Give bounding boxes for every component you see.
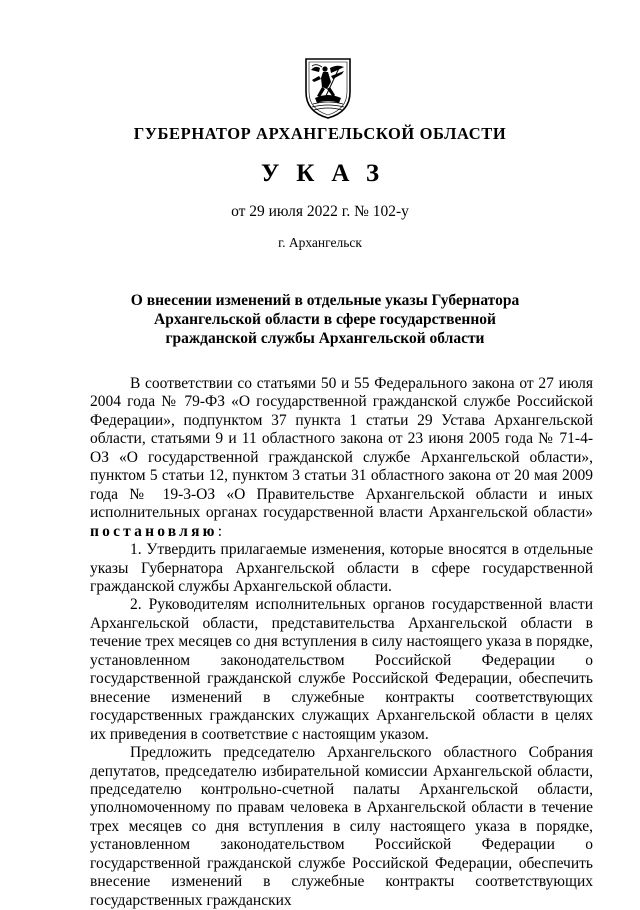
decree-word: постановляю	[90, 522, 218, 540]
coat-of-arms-icon	[300, 56, 356, 120]
document-subject	[100, 291, 550, 348]
item-1-paragraph: 1. Утвердить прилагаемые изменения, которые вносятся в отдельные указы Губернатора Архангельской области в сфере государственной гражданской службы Архангельской области.	[90, 541, 593, 595]
subject-line: Архангельской области в сфере государственной	[154, 311, 496, 328]
preamble-paragraph	[90, 375, 593, 541]
item-3-paragraph: Предложить председателю Архангельского областного Собрания депутатов, председателю избирательной комиссии Архангельской области, председателю контрольно-счетной палаты Архангельской области, уполномоченному по правам человека в Архангельской области в течение трех месяцев со дня вступления в силу настоящего указа в порядке, установленном законодательством Российской Федерации о государственной гражданской службе Российской Федерации, обеспечить внесение изменений в служебные контракты соответствующих государственных гражданских	[90, 744, 593, 909]
subject-line: гражданской службы Архангельской области	[165, 330, 485, 347]
document-city: г. Архангельск	[278, 235, 362, 250]
preamble-text: В соответствии со статьями 50 и 55 Федерального закона от 27 июля 2004 года № 79-ФЗ «О государственной гражданской службе Российской Федерации», подпунктом 37 пункта 1 статьи 29 Устава Архангельской области, статьями 9 и 11 областного закона от 23 июня 2005 года № 71-4-ОЗ «О государственной гражданской службе Архангельской области», пунктом 5 статьи 12, пунктом 3 статьи 31 областного закона от 20 мая 2009 года № 19-3-ОЗ «О Правительстве Архангельской области и иных исполнительных органах государственной власти Архангельской области»	[90, 375, 593, 522]
document-type: УКАЗ	[260, 160, 397, 187]
governor-title: ГУБЕРНАТОР АРХАНГЕЛЬСКОЙ ОБЛАСТИ	[133, 124, 507, 143]
decree-colon: :	[217, 522, 223, 540]
item-2-paragraph: 2. Руководителям исполнительных органов государственной власти Архангельской области, представительства Архангельской области в течение трех месяцев со дня вступления в силу настоящего указа в порядке, установленном законодательством Российской Федерации о государственной гражданской службе Российской Федерации, обеспечить внесение изменений в служебные контракты соответствующих государственных гражданских служащих Архангельской области в целях их приведения в соответствие с настоящим указом.	[90, 596, 593, 743]
document-body	[90, 375, 593, 910]
document-date-number: от 29 июля 2022 г. № 102-у	[231, 203, 409, 220]
subject-line: О внесении изменений в отдельные указы Губернатора	[130, 292, 520, 309]
